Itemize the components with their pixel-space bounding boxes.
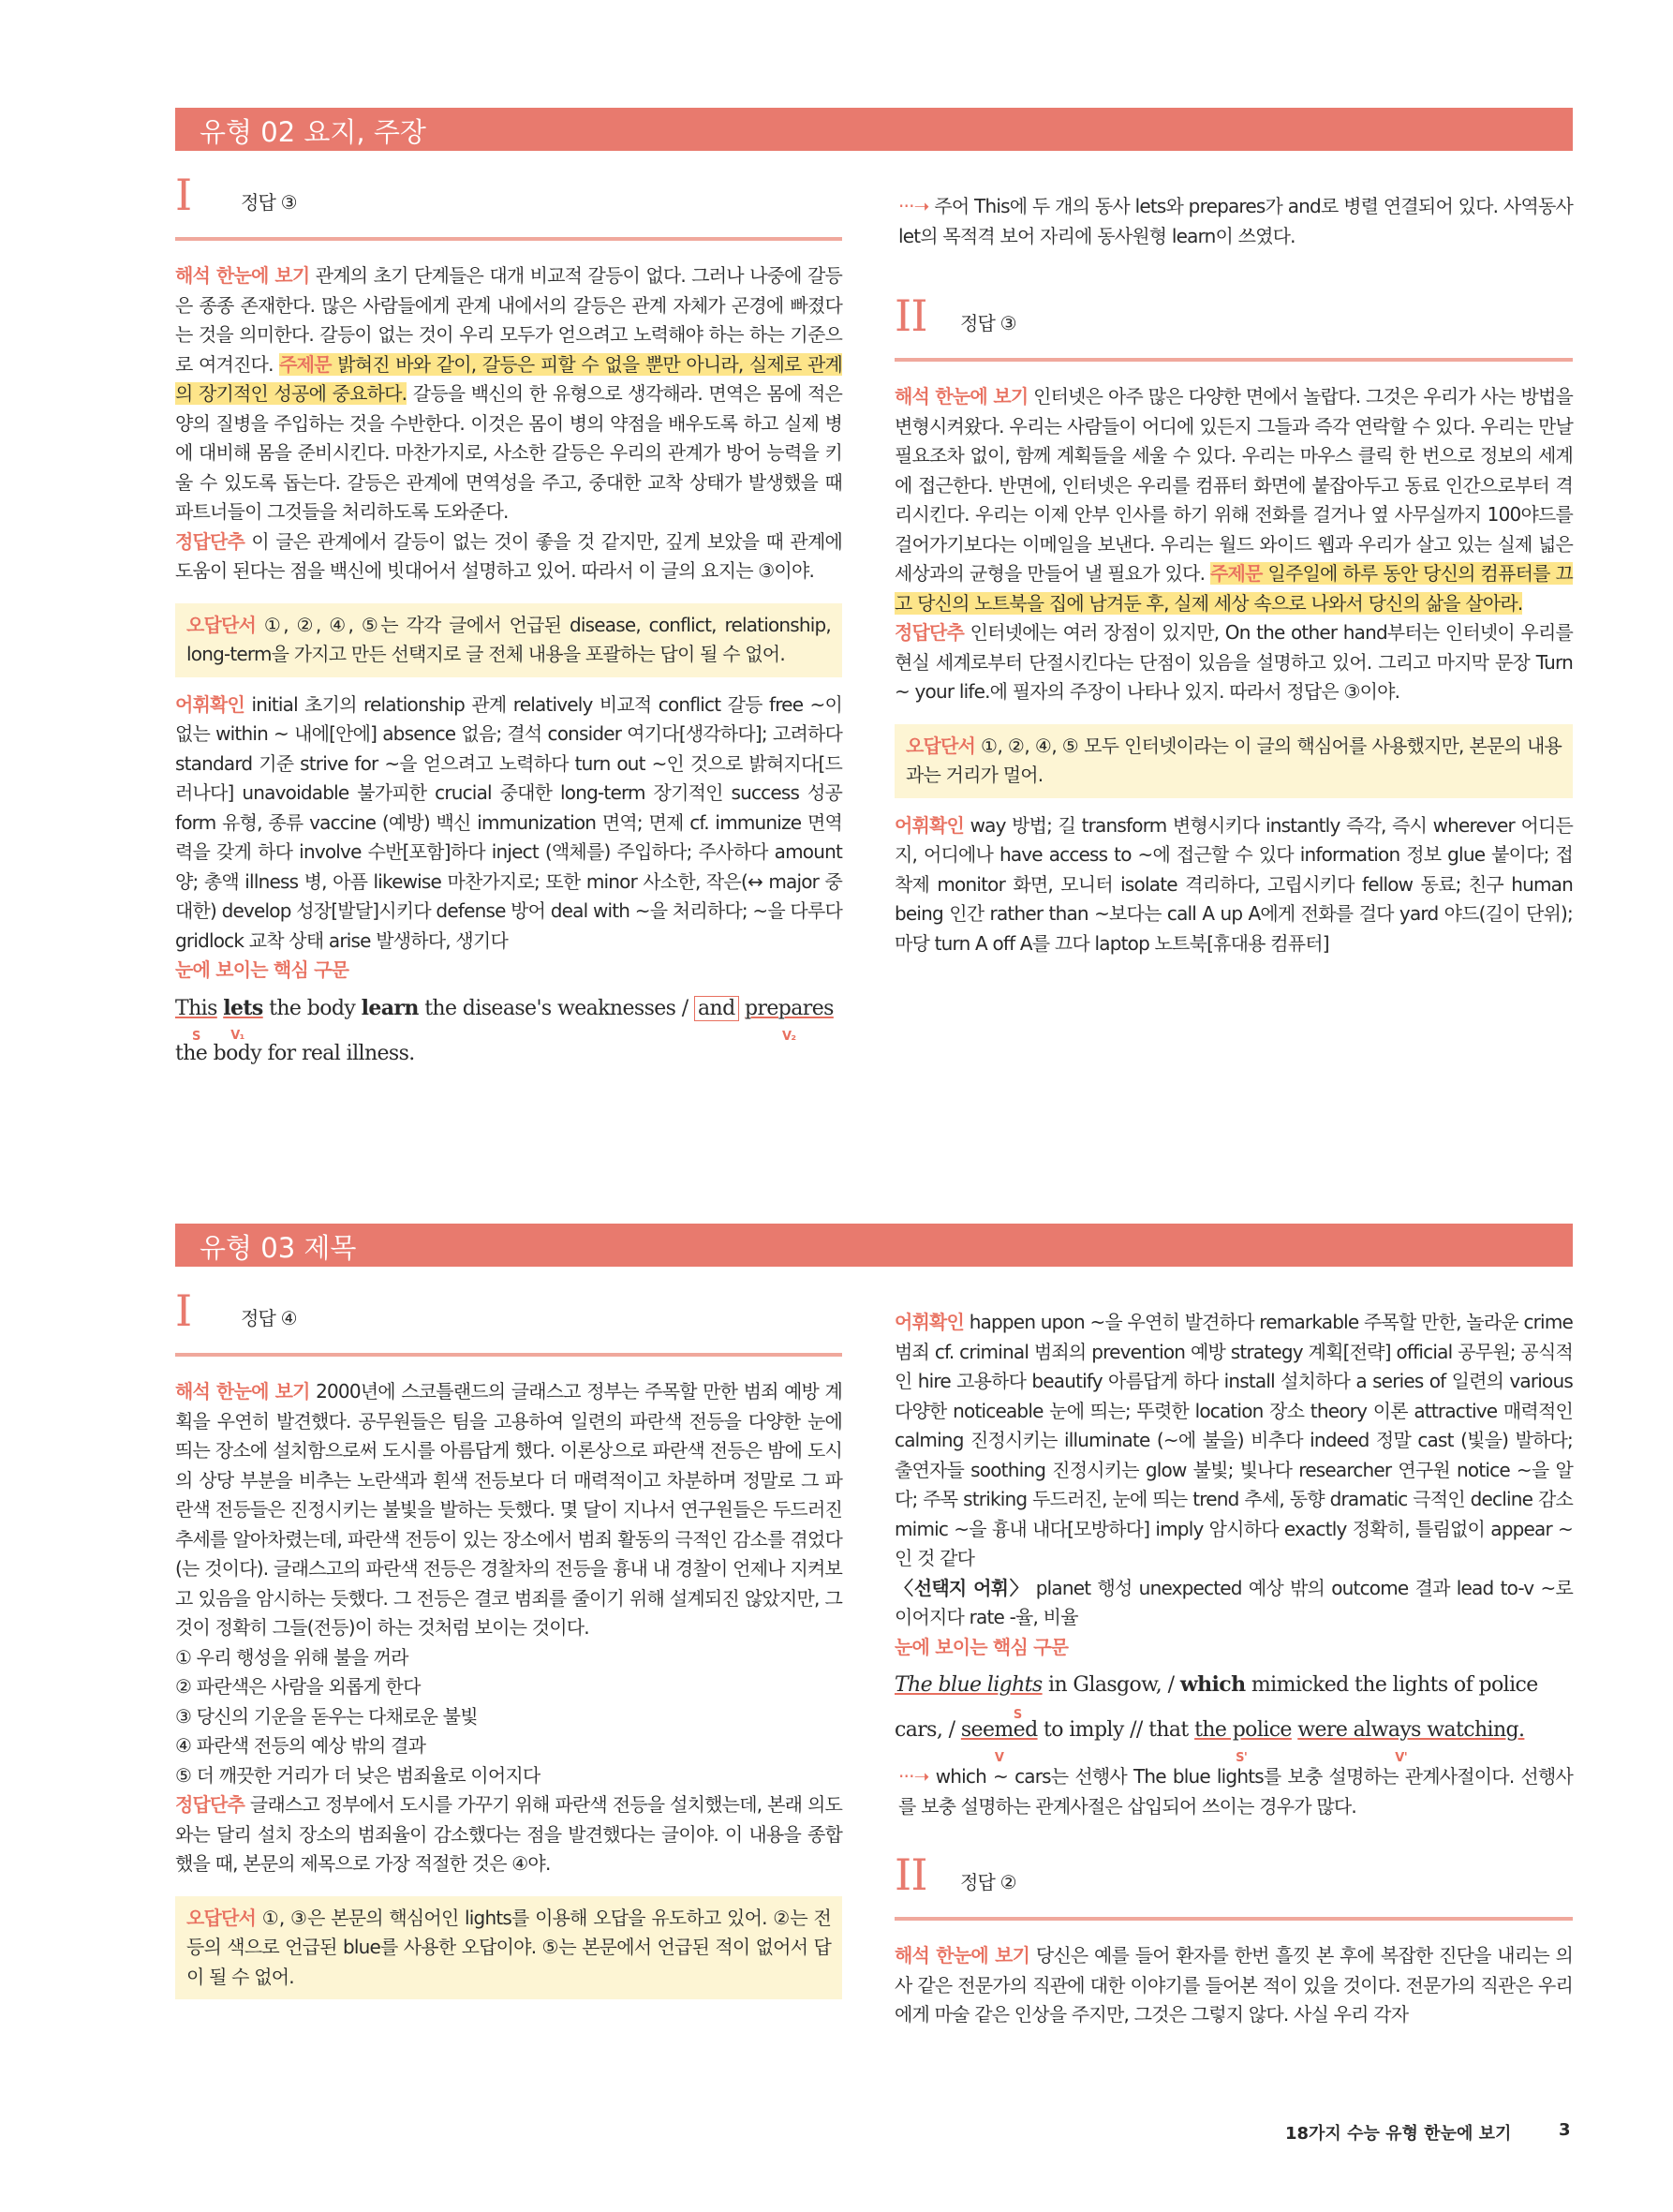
question-header [175, 1285, 842, 1357]
core-structure-label [895, 1633, 1573, 1663]
translation-label: 해석 한눈에 보기 [175, 1380, 310, 1403]
section-header-02 [175, 108, 1573, 151]
wrong-answer-label: 오답단서 [906, 734, 976, 757]
topic-text: 일주일에 하루 동안 당신의 컴퓨터를 끄고 당신의 노트북을 집에 남겨둔 후, 실제 세상 속으로 나와서 당신의 삶을 살아라. [895, 562, 1574, 615]
translation-text: 당신은 예를 들어 환자를 한번 흘낏 본 후에 복잡한 진단을 내리는 의사 같은 전문가의 직관에 대한 이야기를 들어본 적이 있을 것이다. 전문가의 직관은 우리에게 마술 같은 인상을 주지만, 그것은 그렇지 않다. 사실 우리 각자 [895, 1944, 1574, 2026]
core-were: were always watching. [1297, 1718, 1525, 1742]
wrong-answer-box [175, 1896, 842, 2000]
choice-vocab-text: planet 행성 unexpected 예상 밖의 outcome 결과 lead to-v ~로 이어지다 rate -율, 비율 [895, 1576, 1573, 1628]
core-subject: The blue lights [895, 1673, 1043, 1697]
answer-key-text: 이 글은 관계에서 갈등이 없는 것이 좋을 것 같지만, 깊게 보았을 때 관계에 도움이 된다는 점을 백신에 빗대어서 설명하고 있어. 따라서 이 글의 요지는 ③이야. [175, 529, 842, 582]
wrong-answer-text: ①, ②, ④, ⑤ 모두 인터넷이라는 이 글의 핵심어를 사용했지만, 본문의 내용과는 거리가 멀어. [906, 734, 1562, 786]
question-header [895, 290, 1573, 362]
grammar-note [895, 192, 1573, 251]
core-structure-label [175, 956, 842, 986]
wrong-answer-box [175, 603, 842, 677]
core-part-a: in Glasgow, / [1048, 1673, 1175, 1697]
core-and: and [694, 996, 739, 1021]
core-label: 눈에 보이는 핵심 구문 [175, 958, 349, 981]
roman-numeral: II [895, 290, 927, 341]
answer-key-paragraph [175, 1790, 842, 1879]
option-item: ④ 파란색 전등의 예상 밖의 결과 [175, 1734, 426, 1757]
roman-numeral: I [175, 170, 192, 220]
section-title: 유형 03 제목 [200, 1232, 357, 1264]
wrong-answer-label: 오답단서 [186, 613, 257, 636]
option-item: ⑤ 더 깨끗한 거리가 더 낮은 범죄율로 이어지다 [175, 1763, 540, 1787]
answer-label: 정답 ③ [960, 312, 1016, 334]
vocab-paragraph [175, 690, 842, 957]
answer-label: 정답 ③ [241, 191, 297, 214]
roman-numeral: I [175, 1285, 192, 1336]
option-item: ① 우리 행성을 위해 불을 꺼라 [175, 1645, 408, 1669]
core-object: the body [269, 996, 356, 1020]
vocab-label: 어휘확인 [895, 1311, 965, 1333]
wrong-answer-text: ①, ③은 본문의 핵심어인 lights를 이용해 오답을 유도하고 있어. ②는 전등의 색으로 언급된 blue를 사용한 오답이야. ⑤는 본문에서 언급된 적이 없어서 답이 될 수 없어. [186, 1906, 832, 1988]
book-title: 18가지 수능 유형 한눈에 보기 [1285, 2124, 1512, 2144]
choice-vocab-label: 〈선택지 어휘〉 [895, 1576, 1029, 1599]
translation-paragraph [175, 1377, 842, 1643]
vocab-text: way 방법; 길 transform 변형시키다 instantly 즉각, 즉시 wherever 어디든지, 어디에나 have access to ~에 접근할 수 있다 information 정보 glue 붙이다; 접착제 monitor 화면, 모니터 isolate 격리하다, 고립시키다 fellow 동료; 친구 human being 인간 rather than ~보다는 call A up A에게 전화를 걸다 yard 야드(길이 단위); 마당 turn A off A를 끄다 laptop 노트북[휴대용 컴퓨터] [895, 813, 1574, 955]
vocab-label: 어휘확인 [175, 692, 245, 716]
core-rest: the disease's weaknesses / [424, 996, 688, 1020]
topic-text: 밝혀진 바와 같이, 갈등은 피할 수 없을 뿐만 아니라, 실제로 관계의 장기적인 성공에 중요하다. [175, 352, 843, 405]
page-number: 3 [1559, 2120, 1571, 2140]
section02-right-column [895, 192, 1573, 958]
option-item: ③ 당신의 기운을 돋우는 다채로운 불빛 [175, 1704, 478, 1728]
vocab-text: happen upon ~을 우연히 발견하다 remarkable 주목할 만한, 놀라운 crime 범죄 cf. criminal 범죄의 prevention 예방 strategy 계획[전략] official 공무원; 공식적인 hire 고용하다 beautify 아름답게 하다 install 설치하다 a series of 일련의 various 다양한 noticeable 눈에 띄는; 뚜렷한 location 장소 theory 이론 attractive 매력적인 calming 진정시키는 illuminate (~에 불을) 비추다 indeed 정말 cast (빛을) 발하다; 출연자들 soothing 진정시키는 glow 불빛; 빛나다 researcher 연구원 notice ~을 알다; 주목 striking 두드러진, 눈에 띄는 trend 추세, 동향 dramatic 극적인 decline 감소 mimic ~을 흉내 내다[모방하다] imply 암시하다 exactly 정확히, 틀림없이 appear ~인 것 같다 [895, 1311, 1574, 1569]
note-text: which ~ cars는 선행사 The blue lights를 보충 설명하는 관계사절이다. 선행사를 보충 설명하는 관계사절은 삽입되어 쓰이는 경우가 많다. [898, 1765, 1573, 1818]
core-verb2: prepares [744, 996, 834, 1020]
vocab-paragraph [895, 1308, 1573, 1574]
divider [895, 1917, 1573, 1921]
mark-s-prime: S' [1236, 1751, 1248, 1765]
core-subject: This [175, 996, 217, 1020]
roman-numeral: II [895, 1849, 927, 1900]
core-seemed: seemed [960, 1718, 1038, 1742]
mark-v2: V₂ [781, 1029, 796, 1044]
core-label: 눈에 보이는 핵심 구문 [895, 1635, 1069, 1658]
answer-key-label: 정답단추 [175, 529, 245, 553]
divider [895, 358, 1573, 362]
question-header [895, 1849, 1573, 1921]
mark-v-prime: V' [1395, 1751, 1408, 1765]
answer-key-text: 글래스고 정부에서 도시를 가꾸기 위해 파란색 전등을 설치했는데, 본래 의도와는 달리 설치 장소의 범죄율이 감소했다는 점을 발견했다는 글이야. 이 내용을 종합했을 때, 본문의 제목으로 가장 적절한 것은 ④야. [175, 1793, 842, 1875]
wrong-answer-label: 오답단서 [186, 1906, 257, 1929]
choice-vocab-paragraph [895, 1574, 1573, 1633]
option-item: ② 파란색은 사람을 외롭게 한다 [175, 1675, 421, 1698]
translation-paragraph [175, 261, 842, 527]
translation-paragraph [895, 382, 1573, 618]
mark-v: V [994, 1751, 1004, 1765]
mark-s: S [1013, 1708, 1022, 1722]
note-text: 주어 This에 두 개의 동사 lets와 prepares가 and로 병렬 연결되어 있다. 사역동사 let의 목적격 보어 자리에 동사원형 learn이 쓰였다. [898, 195, 1573, 247]
answer-key-text: 인터넷에는 여러 장점이 있지만, On the other hand부터는 인터넷이 우리를 현실 세계로부터 단절시킨다는 단점이 있음을 설명하고 있어. 그리고 마지막 문장 Turn ~ your life.에 필자의 주장이 나타나 있지. 따라서 정답은 ③이야. [895, 621, 1573, 703]
topic-tag: 주제문 [1210, 562, 1263, 585]
answer-label: 정답 ② [960, 1871, 1016, 1893]
core-part-c: cars, / [895, 1718, 955, 1742]
core-sentence [175, 986, 842, 1076]
question-header [175, 170, 842, 241]
mark-v1: V₁ [230, 1028, 244, 1043]
wrong-answer-box [895, 724, 1573, 798]
note-arrow-icon: ···➝ [898, 1765, 929, 1788]
section03-right-column [895, 1308, 1573, 2030]
divider [175, 237, 842, 241]
core-part-b: mimicked the lights of police [1251, 1673, 1538, 1697]
core-police: the police [1194, 1718, 1292, 1742]
translation-text: 인터넷은 아주 많은 다양한 면에서 놀랍다. 그것은 우리가 사는 방법을 변형시켜왔다. 우리는 사람들이 어디에 있든지 그들과 즉각 연락할 수 있다. 우리는 만날 필요조차 없이, 함께 계획들을 세울 수 있다. 우리는 마우스 클릭 한 번으로 정보의 세계에 접근한다. 반면에, 인터넷은 우리를 컴퓨터 화면에 붙잡아두고 동료 인간으로부터 격리시킨다. 우리는 이제 안부 인사를 하기 위해 전화를 걸거나 옆 사무실까지 100야드를 걸어가기보다는 이메일을 보낸다. 우리는 월드 와이드 웹과 우리가 살고 있는 실제 넓은 세상과의 균형을 만들어 낼 필요가 있다. [895, 385, 1574, 585]
core-sentence [895, 1662, 1573, 1765]
answer-key-paragraph [895, 618, 1573, 707]
vocab-label: 어휘확인 [895, 813, 965, 837]
translation-text: 2000년에 스코틀랜드의 글래스고 정부는 주목할 만한 범죄 예방 계획을 우연히 발견했다. 공무원들은 팀을 고용하여 일련의 파란색 전등을 다양한 눈에 띄는 장소에 설치함으로써 도시를 아름답게 했다. 이론상으로 파란색 전등은 밤에 도시의 상당 부분을 비추는 노란색과 흰색 전등보다 더 매력적이고 차분하며 정말로 그 파란색 전등들은 진정시키는 불빛을 발하는 듯했다. 몇 달이 지나서 연구원들은 두드러진 추세를 알아차렸는데, 파란색 전등이 있는 장소에서 범죄 활동의 극적인 감소를 겪었다(는 것이다). 글래스고의 파란색 전등은 경찰차의 전등을 흉내 내 경찰이 언제나 지켜보고 있음을 암시하는 듯했다. 그 전등은 결코 범죄를 줄이기 위해 설계되진 않았지만, 그것이 정확히 그들(전등)이 하는 것처럼 보이는 것이다. [175, 1380, 842, 1639]
translation-text: 관계의 초기 단계들은 대개 비교적 갈등이 없다. 그러나 나중에 갈등은 종종 존재한다. 많은 사람들에게 관계 내에서의 갈등은 관계 자체가 곤경에 빠졌다는 것을 의미한다. 갈등이 없는 것이 우리 모두가 얻으려고 노력해야 하는 하는 기준으로 여겨진다. [175, 264, 842, 376]
core-part-d: to imply // that [1043, 1718, 1189, 1742]
note-arrow-icon: ···➝ [898, 195, 929, 217]
translation-label: 해석 한눈에 보기 [895, 385, 1029, 408]
answer-key-label: 정답단추 [175, 1793, 245, 1816]
answer-key-paragraph [175, 527, 842, 586]
wrong-answer-text: ①, ②, ④, ⑤는 각각 글에서 언급된 disease, conflict, relationship, long-term을 가지고 만든 선택지로 글 전체 내용을 포괄하는 답이 될 수 없어. [186, 613, 831, 665]
options-list [175, 1643, 842, 1791]
answer-key-label: 정답단추 [895, 621, 965, 644]
topic-tag: 주제문 [279, 352, 332, 376]
section-title: 유형 02 요지, 주장 [200, 116, 426, 148]
section03-left-column [175, 1285, 842, 1999]
translation-paragraph [895, 1941, 1573, 2030]
translation-label: 해석 한눈에 보기 [175, 264, 310, 287]
core-which: which [1179, 1672, 1246, 1697]
vocab-text: initial 초기의 relationship 관계 relatively 비교적 conflict 갈등 free ~이 없는 within ~ 내에[안에] absence 없음; 결석 consider 여기다[생각하다]; 고려하다 standard 기준 strive for ~을 얻으려고 노력하다 turn out ~인 것으로 밝혀지다[드러나다] unavoidable 불가피한 crucial 중대한 long-term 장기적인 success 성공 form 유형, 종류 vaccine (예방) 백신 immunization 면역; 면제 cf. immunize 면역력을 갖게 하다 involve 수반[포함]하다 inject (액체를) 주입하다; 주사하다 amount 양; 총액 illness 병, 아픔 likewise 마찬가지로; 또한 minor 사소한, 작은(↔ major 중대한) develop 성장[발달]시키다 defense 방어 deal with ~을 처리하다; ~을 다루다 gridlock 교착 상태 arise 발생하다, 생기다 [175, 692, 843, 952]
divider [175, 1353, 842, 1357]
translation-text-rest: 갈등을 백신의 한 유형으로 생각해라. 면역은 몸에 적은 양의 질병을 주입하는 것을 수반한다. 이것은 몸이 병의 약점을 배우도록 하고 실제 병에 대비해 몸을 준비시킨다. 마찬가지로, 사소한 갈등은 우리의 관계가 방어 능력을 키울 수 있도록 돕는다. 갈등은 관계에 면역성을 주고, 중대한 교착 상태가 발생했을 때 파트너들이 그것들을 처리하도록 도와준다. [175, 382, 842, 523]
core-learn: learn [361, 995, 419, 1020]
answer-label: 정답 ④ [241, 1307, 297, 1329]
core-verb1: lets [223, 995, 263, 1020]
section-header-03 [175, 1224, 1573, 1267]
section02-left-column [175, 170, 843, 1076]
translation-label: 해석 한눈에 보기 [895, 1944, 1030, 1967]
mark-s: S [192, 1029, 200, 1044]
core-line2: the body for real illness. [175, 1041, 415, 1065]
vocab-paragraph [895, 811, 1573, 959]
